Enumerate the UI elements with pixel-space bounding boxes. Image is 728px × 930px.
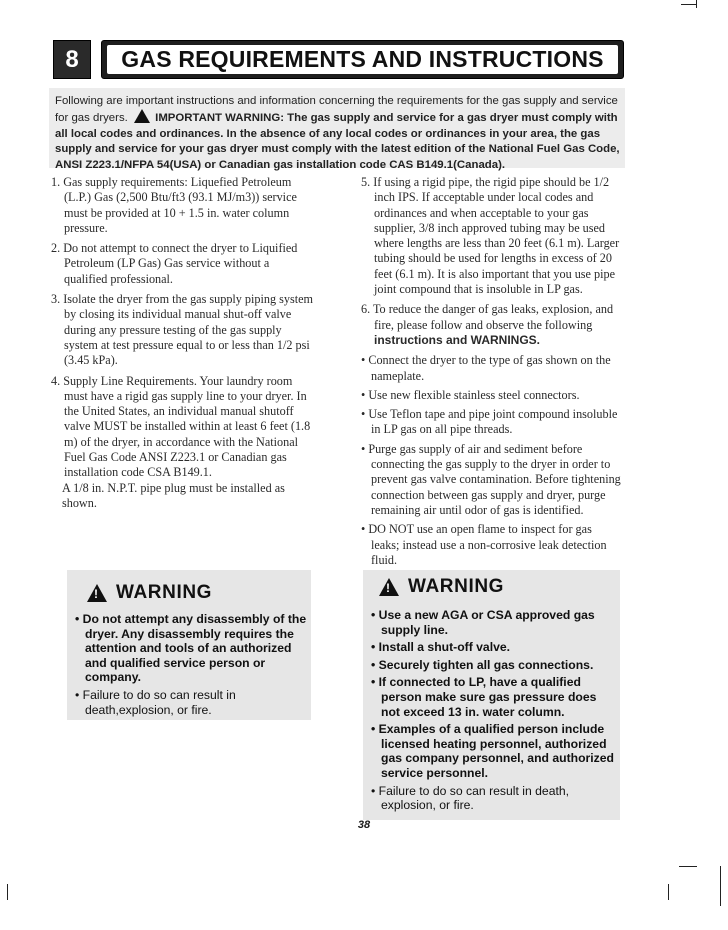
warning-box-right bbox=[363, 570, 620, 820]
bullet-item: • Purge gas supply of air and sediment before connecting the gas supply to the dryer in order to prevent gas valve contamination. Before tightening connection between gas supply and dryer, purge remaining air until odor of gas is identified. bbox=[361, 441, 621, 517]
warning-item: • Securely tighten all gas connections. bbox=[371, 657, 594, 672]
warning-item: • Do not attempt any disassembly of the dryer. Any disassembly requires the attention and tools of an authorized and qualified service person or company. bbox=[75, 612, 307, 685]
warning-triangle-icon bbox=[87, 584, 107, 602]
warning-heading-text: WARNING bbox=[408, 576, 505, 597]
bullet-item: • DO NOT use an open flame to inspect for gas leaks; instead use a non-corrosive leak detection fluid. bbox=[361, 522, 607, 567]
left-column bbox=[51, 175, 313, 511]
list-item-6-bold: instructions and WARNINGS. bbox=[374, 332, 541, 347]
intro-important-warning: IMPORTANT WARNING: The gas supply and service for a gas dryer must comply with all local codes and ordinances. In the absence of any local codes or ordinances in your area, the gas supply and service for your gas dryer must comply with the latest edition of the National Fuel Gas Code, ANSI Z223.1/NFPA 54(USA) or Canadian gas installation code CAS B149.1(Canada). bbox=[55, 112, 620, 171]
bullet-item: • Connect the dryer to the type of gas shown on the nameplate. bbox=[361, 353, 611, 383]
page-title-bar bbox=[101, 40, 624, 79]
page-title-inner bbox=[107, 45, 618, 74]
crop-mark-top-right-v bbox=[696, 0, 697, 8]
right-column bbox=[361, 175, 621, 572]
intro-text: Following are important instructions and information concerning the requirements for the gas supply and service for gas dryers. bbox=[55, 95, 618, 125]
section-number-badge bbox=[53, 40, 91, 79]
warning-triangle-icon bbox=[379, 578, 399, 596]
page-title: GAS REQUIREMENTS AND INSTRUCTIONS bbox=[121, 46, 604, 72]
crop-mark-bottom-right-h bbox=[679, 866, 697, 867]
crop-mark-top-right bbox=[681, 4, 697, 5]
warning-item: • If connected to LP, have a qualified person make sure gas pressure does not exceed 13 in. water column. bbox=[371, 675, 597, 719]
warning-item: • Failure to do so can result in death,explosion, or fire. bbox=[75, 687, 236, 717]
list-item-2: 2. Do not attempt to connect the dryer to Liquified Petroleum (LP Gas) Gas service without a qualified professional. bbox=[51, 241, 298, 286]
list-item-1: 1. Gas supply requirements: Liquefied Petroleum (L.P.) Gas (2,500 Btu/ft3 (93.1 MJ/m3)) service must be provided at 10 + 1.5 in. water column pressure. bbox=[51, 175, 297, 235]
warning-item: • Use a new AGA or CSA approved gas supply line. bbox=[371, 608, 595, 637]
section-number: 8 bbox=[65, 45, 79, 73]
warning-box-left bbox=[67, 570, 311, 720]
crop-mark-right-edge bbox=[720, 866, 721, 906]
bullet-item: • Use new flexible stainless steel connectors. bbox=[361, 387, 580, 402]
crop-mark-bottom-right bbox=[668, 884, 669, 900]
warning-list-right bbox=[371, 608, 617, 816]
bullet-item: • Use Teflon tape and pipe joint compound insoluble in LP gas on all pipe threads. bbox=[361, 407, 618, 437]
intro-box bbox=[49, 88, 625, 171]
warning-list-left bbox=[75, 612, 307, 720]
warning-triangle-icon bbox=[134, 109, 150, 123]
page-number: 38 bbox=[357, 819, 371, 831]
crop-mark-bottom-left bbox=[7, 884, 8, 900]
list-item-6 bbox=[361, 302, 621, 348]
list-item-5: 5. If using a rigid pipe, the rigid pipe should be 1/2 inch IPS. If acceptable under local codes and ordinances and when acceptable to your gas supplier, 3/8 inch approved tubing may be used where lengths are less than 20 feet (6.1 m). Larger tubing should be used for lengths in excess of 20 feet (6.1 m). It is also important that you use pipe joint compound that is insoluble in LP gas. bbox=[361, 175, 620, 297]
warning-heading-right bbox=[379, 576, 504, 598]
list-item-3: 3. Isolate the dryer from the gas supply piping system by closing its individual manual shut-off valve during any pressure testing of the gas supply system at test pressure equal to or less than 1/2 psi (3.45 kPa). bbox=[51, 292, 313, 368]
list-item-4: 4. Supply Line Requirements. Your laundry room must have a rigid gas supply line to your dryer. In the United States, an individual manual shutoff valve MUST be installed within at least 6 feet (1.8 m) of the dryer, in accordance with the National Fuel Gas Code ANSI Z223.1 or Canadian gas installation code CSA B149.1. bbox=[51, 373, 311, 480]
warning-item: • Install a shut-off valve. bbox=[371, 640, 511, 655]
warning-heading-left bbox=[87, 582, 212, 604]
pipe-plug-note: A 1/8 in. N.P.T. pipe plug must be installed as shown. bbox=[62, 480, 285, 510]
list-item-6-text: 6. To reduce the danger of gas leaks, explosion, and fire, please follow and observe the following bbox=[361, 302, 614, 332]
warning-item: • Examples of a qualified person include licensed heating personnel, authorized gas company personnel, and authorized service personnel. bbox=[371, 722, 614, 780]
warning-item: • Failure to do so can result in death, explosion, or fire. bbox=[371, 783, 570, 813]
warning-heading-text: WARNING bbox=[116, 582, 213, 603]
